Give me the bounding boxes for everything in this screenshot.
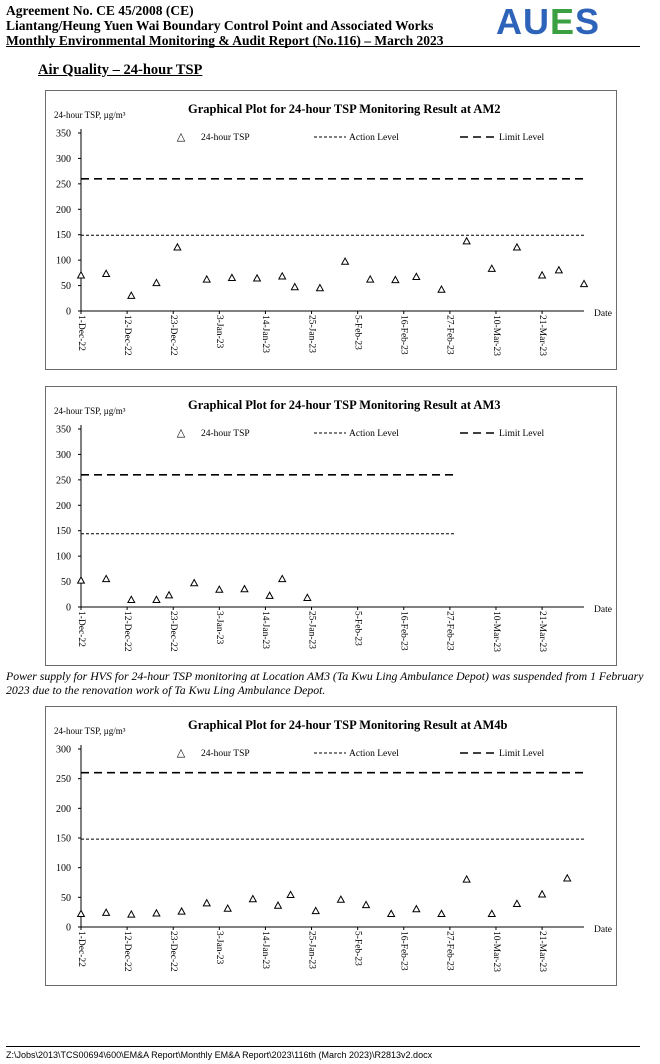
x-tick-label: 14-Jan-23 — [260, 315, 271, 353]
x-axis-label: Date — [594, 605, 612, 615]
data-point-tsp — [249, 896, 256, 902]
y-tick-label: 0 — [66, 306, 71, 318]
chart-am4b — [45, 706, 617, 986]
y-tick-label: 200 — [56, 803, 71, 815]
data-point-tsp — [191, 579, 198, 585]
data-point-tsp — [203, 900, 210, 906]
data-point-tsp — [178, 908, 185, 914]
y-axis-label: 24-hour TSP, µg/m³ — [54, 110, 126, 120]
report-title: Monthly Environmental Monitoring & Audit Report (No.116) – March 2023 — [6, 33, 444, 48]
y-axis-label: 24-hour TSP, µg/m³ — [54, 726, 126, 736]
x-axis-label: Date — [594, 925, 612, 935]
data-point-tsp — [539, 891, 546, 897]
data-point-tsp — [488, 910, 495, 916]
chart-am3-svg — [46, 387, 616, 665]
data-point-tsp — [203, 276, 210, 282]
legend-marker-tsp: △ — [176, 427, 186, 439]
y-tick-label: 250 — [56, 475, 71, 487]
x-tick-label: 5-Feb-23 — [352, 931, 363, 966]
data-point-tsp — [275, 902, 282, 908]
chart-title: Graphical Plot for 24-hour TSP Monitoring Result at AM2 — [188, 102, 501, 116]
legend-label-tsp: 24-hour TSP — [201, 133, 250, 143]
data-point-tsp — [279, 273, 286, 279]
data-point-tsp — [128, 596, 135, 602]
data-point-tsp — [337, 896, 344, 902]
chart-am2 — [45, 90, 617, 370]
legend-marker-tsp: △ — [176, 747, 186, 759]
x-tick-label: 21-Mar-23 — [536, 931, 547, 972]
data-point-tsp — [438, 910, 445, 916]
data-point-tsp — [488, 265, 495, 271]
y-tick-label: 350 — [56, 424, 71, 436]
legend-label-tsp: 24-hour TSP — [201, 429, 250, 439]
y-tick-label: 250 — [56, 179, 71, 191]
aues-logo: AUES — [496, 1, 601, 42]
x-tick-label: 1-Dec-22 — [75, 611, 86, 647]
legend-label-action: Action Level — [349, 133, 399, 143]
y-tick-label: 200 — [56, 500, 71, 512]
y-tick-label: 300 — [56, 449, 71, 461]
data-point-tsp — [153, 910, 160, 916]
data-point-tsp — [514, 900, 521, 906]
data-point-tsp — [317, 285, 324, 291]
data-point-tsp — [103, 575, 110, 581]
y-tick-label: 300 — [56, 153, 71, 165]
data-point-tsp — [564, 875, 571, 881]
data-point-tsp — [463, 876, 470, 882]
x-tick-label: 10-Mar-23 — [490, 931, 501, 972]
legend-label-action: Action Level — [349, 429, 399, 439]
chart-title: Graphical Plot for 24-hour TSP Monitoring Result at AM3 — [188, 398, 501, 412]
y-tick-label: 150 — [56, 230, 71, 242]
x-tick-label: 3-Jan-23 — [214, 315, 225, 349]
x-tick-label: 23-Dec-22 — [168, 315, 179, 356]
chart-title: Graphical Plot for 24-hour TSP Monitoring Result at AM4b — [188, 718, 508, 732]
x-tick-label: 10-Mar-23 — [490, 611, 501, 652]
x-tick-label: 27-Feb-23 — [444, 611, 455, 651]
data-point-tsp — [463, 238, 470, 244]
y-tick-label: 100 — [56, 551, 71, 563]
x-tick-label: 3-Jan-23 — [214, 931, 225, 965]
x-tick-label: 25-Jan-23 — [306, 315, 317, 353]
y-tick-label: 200 — [56, 204, 71, 216]
y-tick-label: 150 — [56, 833, 71, 845]
data-point-tsp — [291, 283, 298, 289]
y-tick-label: 0 — [66, 922, 71, 934]
chart-am4b-svg — [46, 707, 616, 985]
data-point-tsp — [342, 258, 349, 264]
y-tick-label: 300 — [56, 744, 71, 756]
data-point-tsp — [539, 272, 546, 278]
x-tick-label: 5-Feb-23 — [352, 315, 363, 350]
data-point-tsp — [367, 276, 374, 282]
legend-label-tsp: 24-hour TSP — [201, 749, 250, 759]
x-tick-label: 1-Dec-22 — [75, 315, 86, 351]
x-tick-label: 23-Dec-22 — [168, 611, 179, 652]
data-point-tsp — [514, 244, 521, 250]
data-point-tsp — [392, 276, 399, 282]
data-point-tsp — [279, 575, 286, 581]
data-point-tsp — [363, 901, 370, 907]
x-tick-label: 25-Jan-23 — [306, 931, 317, 969]
chart-am2-svg — [46, 91, 616, 369]
data-point-tsp — [413, 273, 420, 279]
y-tick-label: 100 — [56, 255, 71, 267]
data-point-tsp — [128, 911, 135, 917]
data-point-tsp — [153, 596, 160, 602]
data-point-tsp — [388, 910, 395, 916]
data-point-tsp — [555, 267, 562, 273]
x-tick-label: 25-Jan-23 — [306, 611, 317, 649]
header-rule — [6, 46, 640, 47]
x-tick-label: 16-Feb-23 — [398, 611, 409, 651]
data-point-tsp — [78, 272, 85, 278]
chart-am3 — [45, 386, 617, 666]
x-tick-label: 12-Dec-22 — [121, 931, 132, 972]
data-point-tsp — [438, 286, 445, 292]
data-point-tsp — [581, 280, 588, 286]
x-tick-label: 14-Jan-23 — [260, 931, 271, 969]
data-point-tsp — [103, 270, 110, 276]
data-point-tsp — [241, 586, 248, 592]
legend-marker-tsp: △ — [176, 131, 186, 143]
data-point-tsp — [312, 907, 319, 913]
x-tick-label: 10-Mar-23 — [490, 315, 501, 356]
data-point-tsp — [413, 906, 420, 912]
am3-suspension-note: Power supply for HVS for 24-hour TSP monitoring at Location AM3 (Ta Kwu Ling Ambulance Depot) was suspended from 1 February 2023 due to the renovation work of Ta Kwu Ling Ambulance Depot. — [6, 669, 644, 697]
y-tick-label: 250 — [56, 774, 71, 786]
y-axis-label: 24-hour TSP, µg/m³ — [54, 406, 126, 416]
data-point-tsp — [174, 244, 181, 250]
y-tick-label: 50 — [61, 577, 71, 589]
x-tick-label: 21-Mar-23 — [536, 315, 547, 356]
data-point-tsp — [103, 909, 110, 915]
legend-label-limit: Limit Level — [499, 429, 545, 439]
section-title: Air Quality – 24-hour TSP — [38, 62, 203, 78]
x-tick-label: 21-Mar-23 — [536, 611, 547, 652]
data-point-tsp — [78, 910, 85, 916]
data-point-tsp — [166, 592, 173, 598]
legend-label-limit: Limit Level — [499, 133, 545, 143]
project-title: Liantang/Heung Yuen Wai Boundary Control Point and Associated Works — [6, 18, 434, 33]
x-tick-label: 27-Feb-23 — [444, 931, 455, 971]
x-tick-label: 12-Dec-22 — [121, 315, 132, 356]
x-tick-label: 1-Dec-22 — [75, 931, 86, 967]
y-tick-label: 50 — [61, 892, 71, 904]
x-tick-label: 16-Feb-23 — [398, 931, 409, 971]
x-tick-label: 14-Jan-23 — [260, 611, 271, 649]
data-point-tsp — [229, 274, 236, 280]
x-tick-label: 16-Feb-23 — [398, 315, 409, 355]
data-point-tsp — [287, 891, 294, 897]
data-point-tsp — [224, 905, 231, 911]
data-point-tsp — [153, 279, 160, 285]
x-tick-label: 3-Jan-23 — [214, 611, 225, 645]
x-tick-label: 5-Feb-23 — [352, 611, 363, 646]
y-tick-label: 350 — [56, 128, 71, 140]
x-tick-label: 12-Dec-22 — [121, 611, 132, 652]
data-point-tsp — [266, 592, 273, 598]
y-tick-label: 50 — [61, 281, 71, 293]
data-point-tsp — [254, 275, 261, 281]
data-point-tsp — [78, 577, 85, 583]
y-tick-label: 150 — [56, 526, 71, 538]
agreement-number: Agreement No. CE 45/2008 (CE) — [6, 3, 194, 18]
x-tick-label: 23-Dec-22 — [168, 931, 179, 972]
y-tick-label: 0 — [66, 602, 71, 614]
legend-label-action: Action Level — [349, 749, 399, 759]
data-point-tsp — [304, 594, 311, 600]
legend-label-limit: Limit Level — [499, 749, 545, 759]
y-tick-label: 100 — [56, 863, 71, 875]
x-axis-label: Date — [594, 309, 612, 319]
file-path-footer: Z:\Jobs\2013\TCS00694\600\EM&A Report\Monthly EM&A Report\2023\116th (March 2023)\R2813v2.docx — [6, 1050, 433, 1060]
data-point-tsp — [128, 292, 135, 298]
data-point-tsp — [216, 586, 223, 592]
footer-rule — [6, 1046, 640, 1047]
x-tick-label: 27-Feb-23 — [444, 315, 455, 355]
